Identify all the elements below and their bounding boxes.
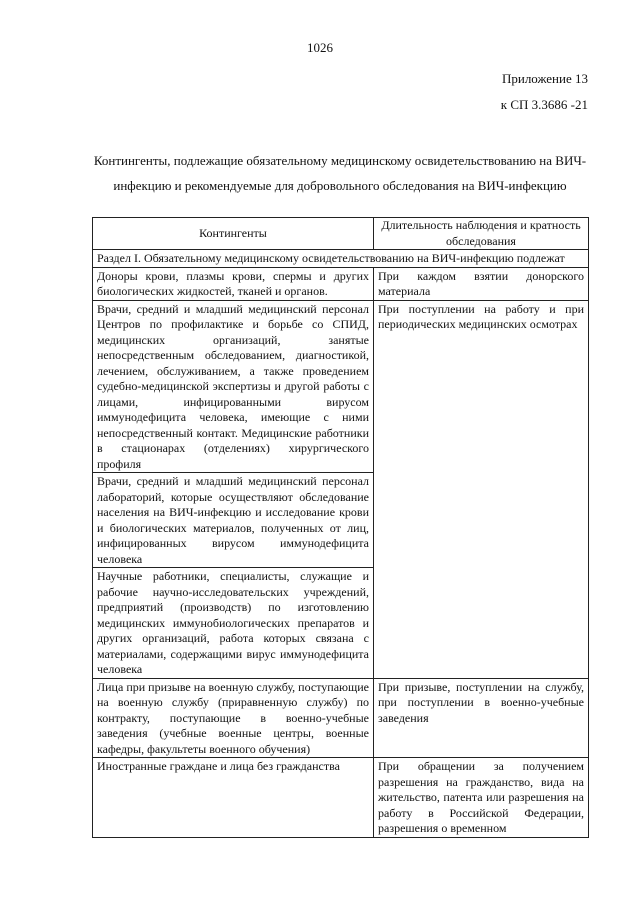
contingent-cell: Доноры крови, плазмы крови, спермы и других биологических жидкостей, тканей и органов. [93,267,374,300]
contingent-cell: Научные работники, специалисты, служащие и рабочие научно-исследовательских учреждений, предприятий (производств) по изготовлению медицинских иммунобиологических препаратов и других организаций, работа которых связана с материалами, содержащими вирус иммунодефицита человека [93,568,374,679]
duration-cell: При поступлении на работу и при периодических медицинских осмотрах [374,300,589,473]
duration-cell: При призыве, поступлении на службу, при поступлении в военно-учебные заведения [374,678,589,758]
duration-cell: При обращении за получением разрешения на гражданство, вида на жительство, патента или разрешения на работу в Российской Федерации, разрешения о временном [374,758,589,838]
appendix-number: Приложение 13 [501,71,588,86]
contingent-cell: Лица при призыве на военную службу, поступающие на военную службу (приравненную службу) по контракту, поступающие в военно-учебные заведения (учебные военные центры, военные кафедры, факультеты военного обучения) [93,678,374,758]
duration-cell [374,568,589,679]
table-row [93,473,589,568]
table-row [93,267,589,300]
section-title: Раздел I. Обязательному медицинскому освидетельствованию на ВИЧ-инфекцию подлежат [93,250,589,268]
section-row [93,250,589,268]
table-row [93,568,589,679]
contingents-table [92,217,589,838]
table-row [93,678,589,758]
header-contingents: Контингенты [93,218,374,250]
table-row [93,758,589,838]
header-duration: Длительность наблюдения и кратность обследования [374,218,589,250]
page-number: 1026 [307,40,333,55]
contingent-cell: Иностранные граждане и лица без гражданства [93,758,374,838]
duration-cell: При каждом взятии донорского материала [374,267,589,300]
appendix-reference [501,66,588,118]
appendix-document: к СП 3.3686 -21 [500,97,588,112]
table-row [93,300,589,473]
contingent-cell: Врачи, средний и младший медицинский персонал лабораторий, которые осуществляют обследование населения на ВИЧ-инфекцию и исследование крови и биологических материалов, полученных от лиц, инфицированных вирусом иммунодефицита человека [93,473,374,568]
document-title: Контингенты, подлежащие обязательному медицинскому освидетельствованию на ВИЧ-инфекцию и рекомендуемые для добровольного обследования на ВИЧ-инфекцию [93,153,587,193]
table-header-row [93,218,589,250]
duration-cell [374,473,589,568]
contingent-cell: Врачи, средний и младший медицинский персонал Центров по профилактике и борьбе со СПИД, медицинских организаций, занятые непосредственным обследованием, диагностикой, лечением, обслуживанием, а также проведением судебно-медицинской экспертизы и другой работы с лицами, инфицированными вирусом иммунодефицита человека, имеющие с ними непосредственный контакт. Медицинские работники в стационарах (отделениях) хирургического профиля [93,300,374,473]
